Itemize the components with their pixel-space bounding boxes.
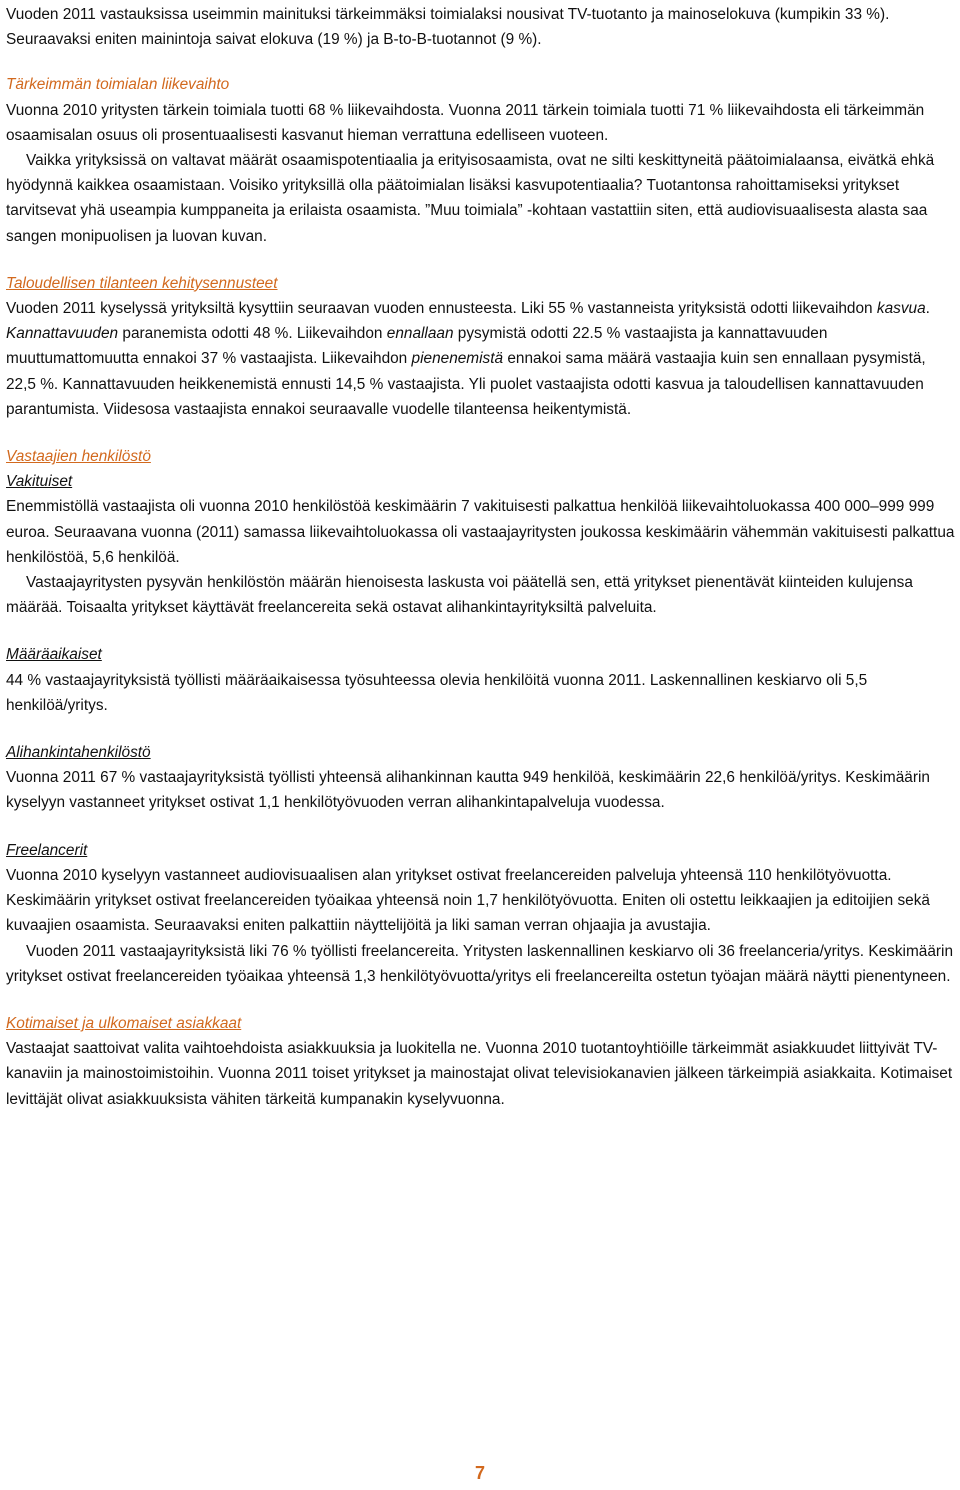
forecast-italic-decrease: pienenemistä (411, 350, 504, 368)
forecast-italic-growth: kasvua (876, 300, 926, 318)
forecast-text-1: Vuoden 2011 kyselyssä yrityksiltä kysyttiin seuraavan vuoden ennusteesta. Liki 55 % vastanneista yrityksistä odotti liikevaihdon (6, 300, 877, 318)
section-heading-customers: Kotimaiset ja ulkomaiset asiakkaat (6, 1014, 242, 1032)
forecast-italic-unchanged: ennallaan (386, 325, 454, 343)
subheading-permanent: Vakituiset (6, 473, 73, 491)
subheading-subcontracting: Alihankintahenkilöstö (6, 744, 151, 762)
section-heading-main-industry-revenue: Tärkeimmän toimialan liikevaihto (6, 76, 230, 94)
forecast-text-4: pysymistä odotti 22.5 % vastaajista ja kannattavuuden muuttumattomuutta ennakoi 37 % vastaajista. Liikevaihdon (6, 325, 828, 368)
fixed-term-paragraph: 44 % vastaajayrityksistä työllisti määräaikaisessa työsuhteessa olevia henkilöitä vuonna 2011. Laskennallinen keskiarvo oli 5,5 henkilöä/yritys. (6, 671, 868, 714)
main-industry-paragraph-2: Vaikka yrityksissä on valtavat määrät osaamispotentiaalia ja erityisosaamista, ovat ne silti keskittyneitä päätoimialaansa, eivätkä ehkä hyödynnä kaikkea osaamistaan. Voisiko yrityksillä olla päätoimialan lisäksi kasvupotentiaalia? Tuotantonsa rahoittamiseksi yritykset tarvitsevat yhä useampia kumppaneita ja erilaista osaamista. ”Muu toimiala” -kohtaan vastattiin siten, että audiovisuaalisesta alasta saa sangen monipuolisen ja luovan kuvan. (6, 152, 935, 245)
subcontracting-paragraph: Vuonna 2011 67 % vastaajayrityksistä työllisti yhteensä alihankinnan kautta 949 henkilöä, keskimäärin 22,6 henkilöä/yritys. Keskimäärin kyselyyn vastanneet yritykset ostivat 1,1 henkilötyövuoden verran alihankintapalveluja vuodessa. (6, 769, 930, 812)
section-heading-financial-forecast: Taloudellisen tilanteen kehitysennusteet (6, 274, 278, 292)
subheading-fixed-term: Määräaikaiset (6, 646, 102, 664)
intro-paragraph: Vuoden 2011 vastauksissa useimmin mainituksi tärkeimmäksi toimialaksi nousivat TV-tuotanto ja mainoselokuva (kumpikin 33 %). Seuraavaksi eniten mainintoja saivat elokuva (19 %) ja B-to-B-tuotannot (9 %). (6, 6, 890, 49)
freelancers-paragraph-2: Vuoden 2011 vastaajayrityksistä liki 76 % työllisti freelancereita. Yritysten laskennallinen keskiarvo oli 36 freelanceria/yritys. Keskimäärin yritykset ostivat freelancereiden työaikaa yhteensä 1,3 henkilötyövuotta/yritys eli freelancereilta ostetun työajan määrä näytti pienentyneen. (6, 942, 954, 985)
forecast-text-5: ennakoi sama määrä vastaajia kuin sen ennallaan pysymistä, 22,5 %. Kannattavuuden heikkenemistä ennusti 14,5 % vastaajista. Yli puolet vastaajista odotti kasvua ja taloudellisen kannattavuuden parantumista. Viidesosa vastaajista ennakoi seuraavalle vuodelle tilanteensa heikentymistä. (6, 350, 926, 418)
permanent-paragraph-2: Vastaajayritysten pysyvän henkilöstön määrän hienoisesta laskusta voi päätellä sen, että yritykset pienentävät kiinteiden kulujensa määrää. Toisaalta yritykset käyttävät freelancereita sekä ostavat alihankintayrityksiltä palveluita. (6, 574, 913, 617)
document-page (6, 2, 956, 1112)
permanent-paragraph-1: Enemmistöllä vastaajista oli vuonna 2010 henkilöstöä keskimäärin 7 vakituisesti palkattua henkilöä liikevaihtoluokassa 400 000–999 999 euroa. Seuraavana vuonna (2011) samassa liikevaihtoluokassa oli vastaajayritysten joukossa keskimäärin vähemmän vakituisesti palkattua henkilöstöä, 5,6 henkilöä. (6, 498, 955, 566)
financial-forecast-paragraph (6, 296, 956, 422)
section-heading-staff: Vastaajien henkilöstö (6, 448, 151, 466)
main-industry-paragraph-1: Vuonna 2010 yritysten tärkein toimiala tuotti 68 % liikevaihdosta. Vuonna 2011 tärkein toimiala tuotti 71 % liikevaihdosta eli tärkeimmän osaamisalan osuus oli prosentuaalisesti kasvanut hieman verrattuna edelliseen vuoteen. (6, 101, 925, 144)
forecast-text-3: paranemista odotti 48 %. Liikevaihdon (118, 325, 387, 343)
page-number: 7 (474, 1463, 485, 1483)
forecast-italic-profitability: Kannattavuuden (6, 325, 119, 343)
subheading-freelancers: Freelancerit (6, 841, 88, 859)
forecast-text-2: . (925, 300, 930, 318)
customers-paragraph: Vastaajat saattoivat valita vaihtoehdoista asiakkuuksia ja luokitella ne. Vuonna 2010 tuotantoyhtiöille tärkeimmät asiakkuudet liittyivät TV-kanaviin ja mainostoimistoihin. Vuonna 2011 toiset yritykset ja mainostajat olivat televisiokanavien jälkeen tärkeimpiä asiakkaita. Kotimaiset levittäjät olivat asiakkuuksista vähiten tärkeitä kumpanakin kyselyvuonna. (6, 1040, 953, 1108)
freelancers-paragraph-1: Vuonna 2010 kyselyyn vastanneet audiovisuaalisen alan yritykset ostivat freelancereiden palveluja yhteensä 110 henkilötyövuotta. Keskimäärin yritykset ostivat freelancereiden työaikaa yhteensä noin 1,7 henkilötyövuotta. Eniten oli ostettu leikkaajien ja editoijien sekä kuvaajien osaamista. Seuraavaksi eniten palkattiin näyttelijöitä ja liki saman verran ohjaajia ja avustajia. (6, 866, 930, 935)
